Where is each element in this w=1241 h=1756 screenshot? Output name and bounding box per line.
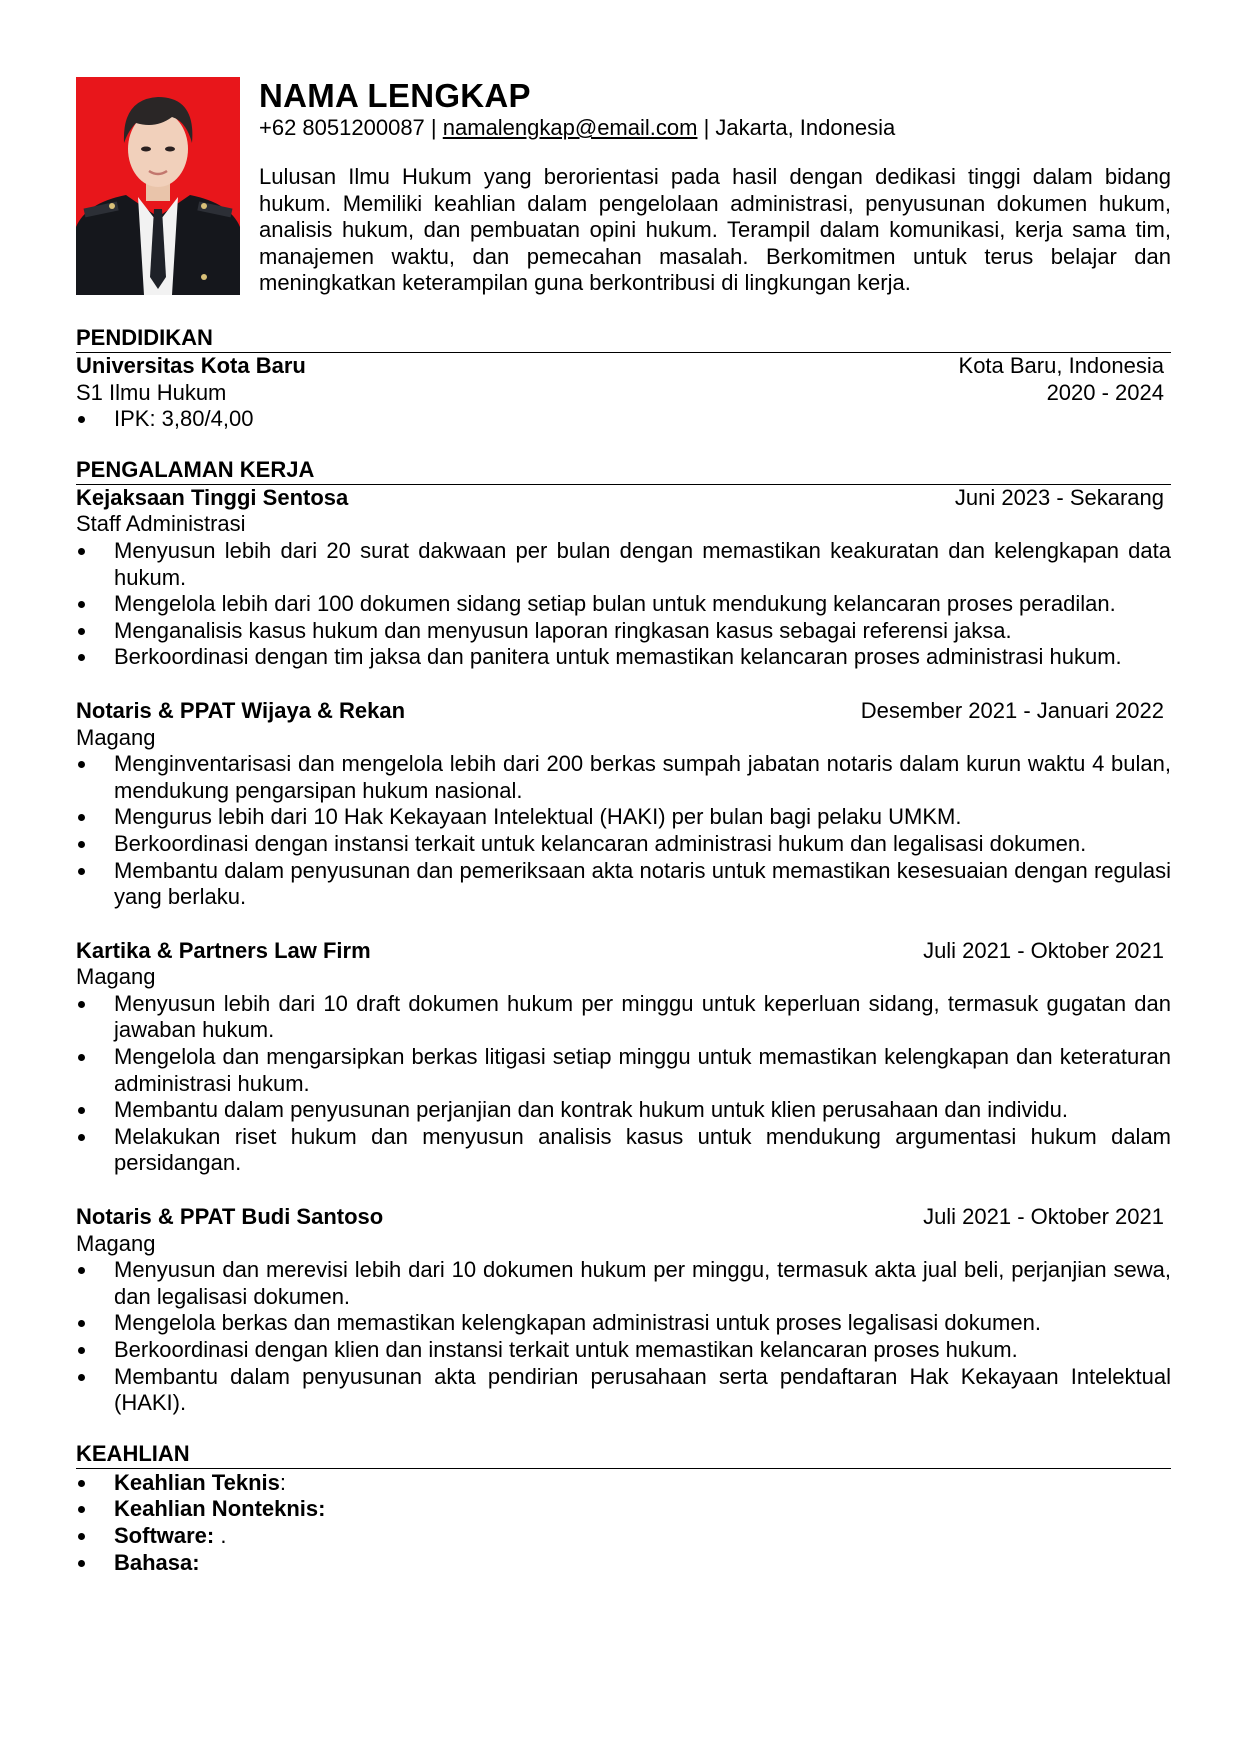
job-role: Magang bbox=[76, 1230, 156, 1256]
job-period: Desember 2021 - Januari 2022 bbox=[860, 697, 1164, 723]
company-name: Kartika & Partners Law Firm bbox=[76, 937, 371, 963]
list-item: Berkoordinasi dengan instansi terkait untuk kelancaran administrasi hukum dan legalisasi dokumen. bbox=[76, 831, 1171, 858]
job-period: Juli 2021 - Oktober 2021 bbox=[923, 1204, 1164, 1230]
list-item: Menyusun dan merevisi lebih dari 10 dokumen hukum per minggu, termasuk akta jual beli, perjanjian sewa, dan legalisasi dokumen. bbox=[76, 1257, 1171, 1310]
list-item bbox=[76, 1550, 1171, 1577]
list-item: Melakukan riset hukum dan menyusun analisis kasus untuk mendukung argumentasi hukum dalam persidangan. bbox=[76, 1124, 1171, 1177]
list-item: Mengelola berkas dan memastikan kelengkapan administrasi untuk proses legalisasi dokumen. bbox=[76, 1310, 1171, 1337]
email-link[interactable]: namalengkap@email.com bbox=[442, 115, 698, 140]
job-period: Juli 2021 - Oktober 2021 bbox=[923, 937, 1164, 963]
skill-label: Keahlian Teknis bbox=[114, 1469, 280, 1495]
list-item: Menginventarisasi dan mengelola lebih dari 200 berkas sumpah jabatan notaris dalam kurun waktu 4 bulan, mendukung pengarsipan hukum nasional. bbox=[76, 751, 1171, 804]
company-name: Kejaksaan Tinggi Sentosa bbox=[76, 484, 349, 510]
list-item: IPK: 3,80/4,00 bbox=[76, 406, 1171, 433]
list-item: Menganalisis kasus hukum dan menyusun laporan ringkasan kasus sebagai referensi jaksa. bbox=[76, 618, 1171, 645]
job-role: Magang bbox=[76, 724, 156, 750]
list-item: Menyusun lebih dari 20 surat dakwaan per bulan dengan memastikan keakuratan dan kelengkapan data hukum. bbox=[76, 538, 1171, 591]
list-item: Mengelola dan mengarsipkan berkas litigasi setiap minggu untuk memastikan kelengkapan dan keteraturan administrasi hukum. bbox=[76, 1044, 1171, 1097]
company-name: Notaris & PPAT Wijaya & Rekan bbox=[76, 697, 406, 723]
profile-summary: Lulusan Ilmu Hukum yang berorientasi pada hasil dengan dedikasi tinggi dalam bidang hukum. Memiliki keahlian dalam pengelolaan administrasi, penyusunan dokumen hukum, analisis hukum, dan pembuatan opini hukum. Terampil dalam komunikasi, kerja sama tim, manajemen waktu, dan pemecahan masalah. Berkomitmen untuk terus belajar dan meningkatkan keterampilan guna berkontribusi di lingkungan kerja. bbox=[259, 164, 1171, 296]
education-period: 2020 - 2024 bbox=[1046, 379, 1164, 405]
section-title-experience: PENGALAMAN KERJA bbox=[76, 457, 1171, 485]
education-section bbox=[76, 325, 1171, 433]
phone-number: +62 8051200087 bbox=[259, 115, 425, 140]
skill-label: Keahlian Nonteknis: bbox=[114, 1496, 326, 1522]
list-item: Berkoordinasi dengan tim jaksa dan panitera untuk memastikan kelancaran proses administrasi hukum. bbox=[76, 644, 1171, 671]
list-item: Membantu dalam penyusunan akta pendirian perusahaan serta pendaftaran Hak Kekayaan Intelektual (HAKI). bbox=[76, 1364, 1171, 1417]
list-item: Mengelola lebih dari 100 dokumen sidang setiap bulan untuk mendukung kelancaran proses peradilan. bbox=[76, 591, 1171, 618]
job-entry bbox=[76, 938, 1171, 1177]
institution-name: Universitas Kota Baru bbox=[76, 353, 306, 378]
profile-photo bbox=[76, 77, 240, 295]
full-name: NAMA LENGKAP bbox=[259, 77, 531, 114]
skills-section bbox=[76, 1441, 1171, 1576]
job-role: Staff Administrasi bbox=[76, 511, 246, 537]
skill-label: Bahasa: bbox=[114, 1549, 200, 1575]
degree: S1 Ilmu Hukum bbox=[76, 379, 227, 405]
job-entry bbox=[76, 485, 1171, 671]
skill-value: . bbox=[214, 1522, 227, 1548]
skill-value: : bbox=[279, 1469, 286, 1495]
contact-separator: | bbox=[703, 115, 710, 140]
job-entry bbox=[76, 698, 1171, 911]
list-item: Mengurus lebih dari 10 Hak Kekayaan Intelektual (HAKI) per bulan bagi pelaku UMKM. bbox=[76, 804, 1171, 831]
list-item: Berkoordinasi dengan klien dan instansi terkait untuk memastikan kelancaran proses hukum. bbox=[76, 1337, 1171, 1364]
education-entry bbox=[76, 353, 1171, 433]
section-title-education: PENDIDIKAN bbox=[76, 325, 1171, 353]
skill-label: Software: bbox=[114, 1522, 215, 1548]
list-item bbox=[76, 1470, 1171, 1497]
job-entry bbox=[76, 1204, 1171, 1417]
experience-section bbox=[76, 457, 1171, 1417]
list-item bbox=[76, 1496, 1171, 1523]
contact-line bbox=[259, 114, 1171, 142]
company-name: Notaris & PPAT Budi Santoso bbox=[76, 1204, 384, 1230]
section-title-skills: KEAHLIAN bbox=[76, 1441, 1171, 1469]
job-period: Juni 2023 - Sekarang bbox=[954, 484, 1164, 510]
person-portrait-icon bbox=[76, 77, 240, 295]
header bbox=[259, 77, 1171, 297]
list-item: Membantu dalam penyusunan dan pemeriksaan akta notaris untuk memastikan kesesuaian dengan regulasi yang berlaku. bbox=[76, 858, 1171, 911]
job-role: Magang bbox=[76, 964, 156, 990]
list-item bbox=[76, 1523, 1171, 1550]
institution-location: Kota Baru, Indonesia bbox=[958, 353, 1164, 378]
location: Jakarta, Indonesia bbox=[715, 115, 896, 140]
contact-separator: | bbox=[430, 115, 437, 140]
list-item: Menyusun lebih dari 10 draft dokumen hukum per minggu untuk keperluan sidang, termasuk gugatan dan jawaban hukum. bbox=[76, 991, 1171, 1044]
list-item: Membantu dalam penyusunan perjanjian dan kontrak hukum untuk klien perusahaan dan individu. bbox=[76, 1097, 1171, 1124]
resume-content bbox=[76, 325, 1171, 1600]
